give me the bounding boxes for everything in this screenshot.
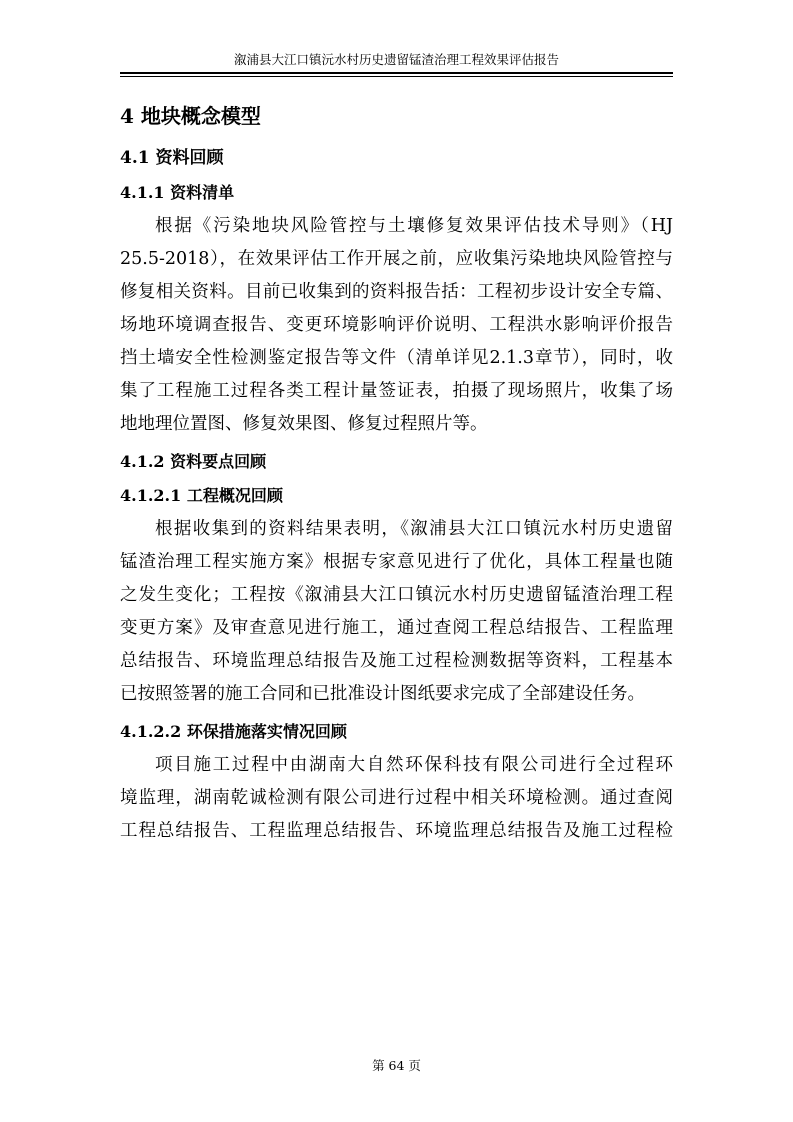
paragraph-line: 项目施工过程中由湖南大自然环保科技有限公司进行全过程环 [155,755,673,775]
page-number: 第 64 页 [372,1058,421,1073]
paragraph-project-overview [120,513,673,711]
heading-section-4-1-2-1: 4.1.2.1 工程概况回顾 [120,486,283,505]
paragraph-line: 工程总结报告、工程监理总结报告、环境监理总结报告及施工过程检 [120,821,673,841]
paragraph-line: 已按照签署的施工合同和已批准设计图纸要求完成了全部建设任务。 [120,684,645,704]
paragraph-line: 挡土墙安全性检测鉴定报告等文件（清单详见2.1.3章节），同时，收 [120,348,673,368]
paragraph-data-list [120,210,673,441]
running-header: 溆浦县大江口镇沅水村历史遗留锰渣治理工程效果评估报告 [233,52,559,67]
paragraph-line: 25.5-2018），在效果评估工作开展之前，应收集污染地块风险管控与 [120,249,673,269]
paragraph-line: 场地环境调查报告、变更环境影响评价说明、工程洪水影响评价报告 [120,315,673,335]
heading-section-4-1-2: 4.1.2 资料要点回顾 [120,452,267,471]
page-content [120,100,673,848]
paragraph-line: 根据《污染地块风险管控与土壤修复效果评估技术导则》（HJ [155,216,673,236]
paragraph-line: 之发生变化；工程按《溆浦县大江口镇沅水村历史遗留锰渣治理工程 [120,585,673,605]
paragraph-environmental-measures [120,749,673,848]
paragraph-line: 修复相关资料。目前已收集到的资料报告括：工程初步设计安全专篇、 [120,282,673,302]
paragraph-line: 境监理，湖南乾诚检测有限公司进行过程中相关环境检测。通过查阅 [120,788,673,808]
paragraph-line: 集了工程施工过程各类工程计量签证表，拍摄了现场照片，收集了场 [120,381,673,401]
paragraph-line: 地地理位置图、修复效果图、修复过程照片等。 [120,414,488,434]
paragraph-line: 锰渣治理工程实施方案》根据专家意见进行了优化，具体工程量也随 [120,552,673,572]
heading-section-4-1-1: 4.1.1 资料清单 [120,183,235,202]
paragraph-line: 根据收集到的资料结果表明，《溆浦县大江口镇沅水村历史遗留 [155,519,673,539]
header-rule-thin [120,76,673,77]
header-rule-thick [120,72,673,74]
paragraph-line: 总结报告、环境监理总结报告及施工过程检测数据等资料，工程基本 [120,651,673,671]
heading-section-4-1: 4.1 资料回顾 [120,148,224,168]
paragraph-line: 变更方案》及审查意见进行施工，通过查阅工程总结报告、工程监理 [120,618,673,638]
heading-section-4: 4 地块概念模型 [120,104,261,128]
heading-section-4-1-2-2: 4.1.2.2 环保措施落实情况回顾 [120,722,347,741]
